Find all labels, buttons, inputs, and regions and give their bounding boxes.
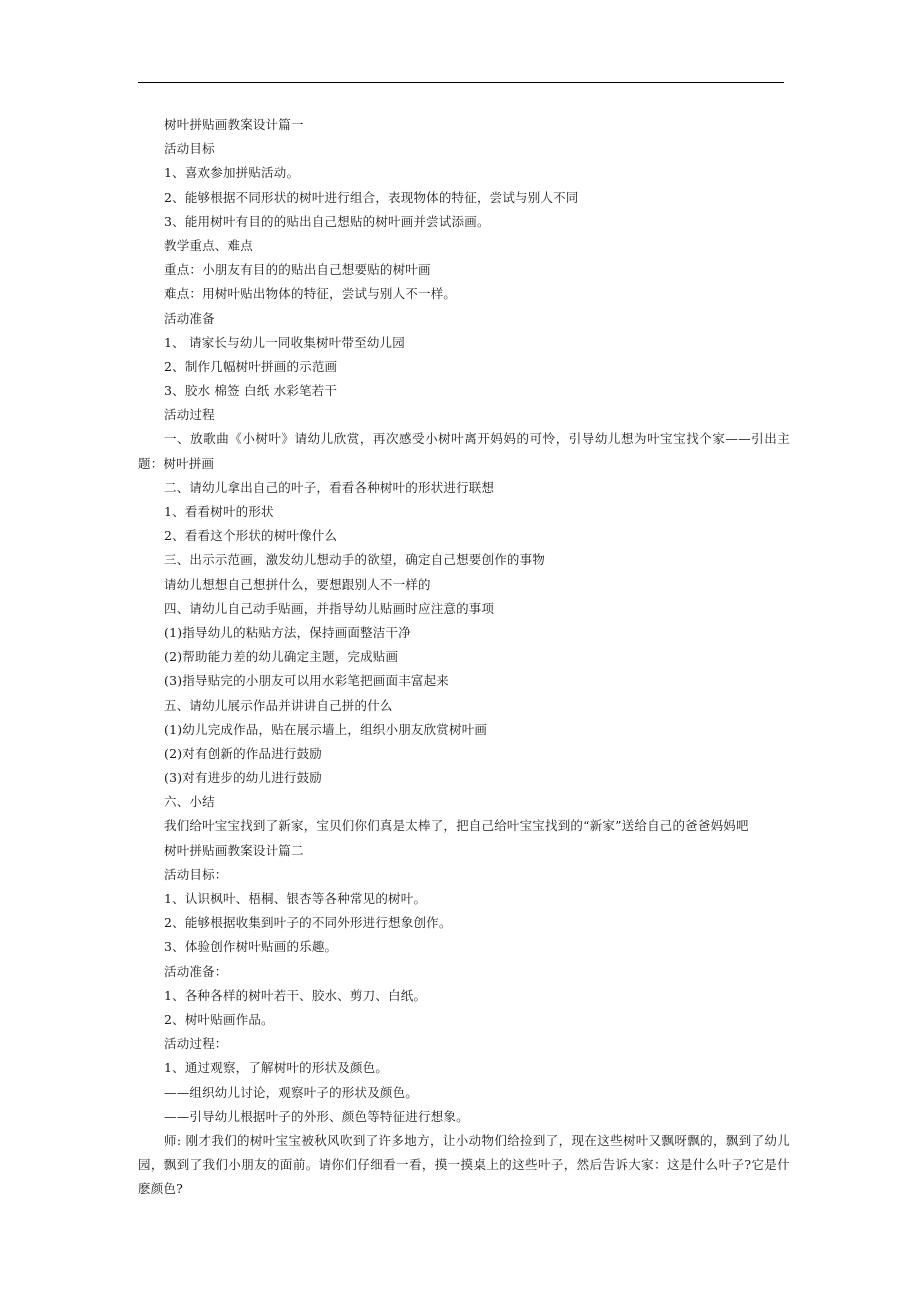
text-line: 2、能够根据收集到叶子的不同外形进行想象创作。 [164, 915, 452, 931]
title-part-two: 树叶拼贴画教案设计篇二 [164, 842, 304, 858]
section-heading: 六、小结 [164, 794, 215, 810]
text-line: 二、请幼儿拿出自己的叶子，看看各种树叶的形状进行联想 [164, 479, 495, 495]
text-line: 难点：用树叶贴出物体的特征，尝试与别人不一样。 [164, 286, 457, 302]
text-line: 五、请幼儿展示作品并讲讲自己拼的什么 [164, 697, 393, 713]
text-line: 1、喜欢参加拼贴活动。 [164, 165, 300, 181]
section-heading: 活动目标 [164, 141, 215, 157]
text-line: 3、能用树叶有目的的贴出自己想贴的树叶画并尝试添画。 [164, 213, 490, 229]
text-line: (1)幼儿完成作品，贴在展示墙上，组织小朋友欣赏树叶画 [164, 721, 488, 737]
text-line: 2、看看这个形状的树叶像什么 [164, 528, 338, 544]
section-heading: 活动过程： [164, 1036, 228, 1052]
section-heading: 活动过程 [164, 407, 215, 423]
text-line: (2)对有创新的作品进行鼓励 [164, 745, 323, 761]
text-line: (3)对有进步的幼儿进行鼓励 [164, 770, 323, 786]
text-line: 3、胶水 棉签 白纸 水彩笔若干 [164, 383, 338, 399]
text-line: 四、请幼儿自己动手贴画，并指导幼儿贴画时应注意的事项 [164, 600, 495, 616]
title-part-one: 树叶拼贴画教案设计篇一 [164, 117, 304, 132]
text-line: 我们给叶宝宝找到了新家，宝贝们你们真是太棒了，把自己给叶宝宝找到的“新家”送给自己的爸爸妈妈吧 [164, 818, 749, 834]
text-line: 2、树叶贴画作品。 [164, 1011, 274, 1027]
section-heading: 活动目标： [164, 866, 228, 882]
text-line: 重点：小朋友有目的的贴出自己想要贴的树叶画 [164, 262, 431, 278]
text-line: 请幼儿想想自己想拼什么，要想跟别人不一样的 [164, 576, 431, 592]
text-line: (3)指导贴完的小朋友可以用水彩笔把画面丰富起来 [164, 673, 450, 689]
text-line: 1、认识枫叶、梧桐、银杏等各种常见的树叶。 [164, 891, 427, 907]
section-heading: 教学重点、难点 [164, 237, 253, 253]
text-line: ——组织幼儿讨论，观察叶子的形状及颜色。 [164, 1084, 419, 1100]
section-heading: 活动准备 [164, 310, 215, 326]
text-line: ——引导幼儿根据叶子的外形、颜色等特征进行想象。 [164, 1108, 469, 1124]
text-line: 2、制作几幅树叶拼画的示范画 [164, 358, 338, 374]
text-line: 1、看看树叶的形状 [164, 504, 274, 520]
section-heading: 活动准备： [164, 963, 228, 979]
text-line: (1)指导幼儿的粘贴方法，保持画面整洁干净 [164, 624, 411, 640]
text-line: 2、能够根据不同形状的树叶进行组合，表现物体的特征，尝试与别人不同 [164, 189, 579, 205]
document-body [138, 113, 790, 1202]
header-rule [138, 82, 784, 83]
text-line: 三、出示示范画，激发幼儿想动手的欲望，确定自己想要创作的事物 [164, 552, 546, 568]
text-line: (2)帮助能力差的幼儿确定主题，完成贴画 [164, 649, 399, 665]
text-line: 3、体验创作树叶贴画的乐趣。 [164, 939, 338, 955]
text-line: 1、通过观察，了解树叶的形状及颜色。 [164, 1060, 389, 1076]
text-line: 1、各种各样的树叶若干、胶水、剪刀、白纸。 [164, 987, 427, 1003]
paragraph: 一、放歌曲《小树叶》请幼儿欣赏，再次感受小树叶离开妈妈的可怜，引导幼儿想为叶宝宝找个家——引出主题：树叶拼画 [138, 431, 790, 471]
paragraph: 师: 刚才我们的树叶宝宝被秋风吹到了许多地方，让小动物们给捡到了，现在这些树叶又飘呀飘的，飘到了幼儿园，飘到了我们小朋友的面前。请你们仔细看一看，摸一摸桌上的这些叶子，然后告诉大家：这是什么叶子?它是什麽颜色? [138, 1132, 790, 1197]
text-line: 1、 请家长与幼儿一同收集树叶带至幼儿园 [164, 334, 405, 350]
